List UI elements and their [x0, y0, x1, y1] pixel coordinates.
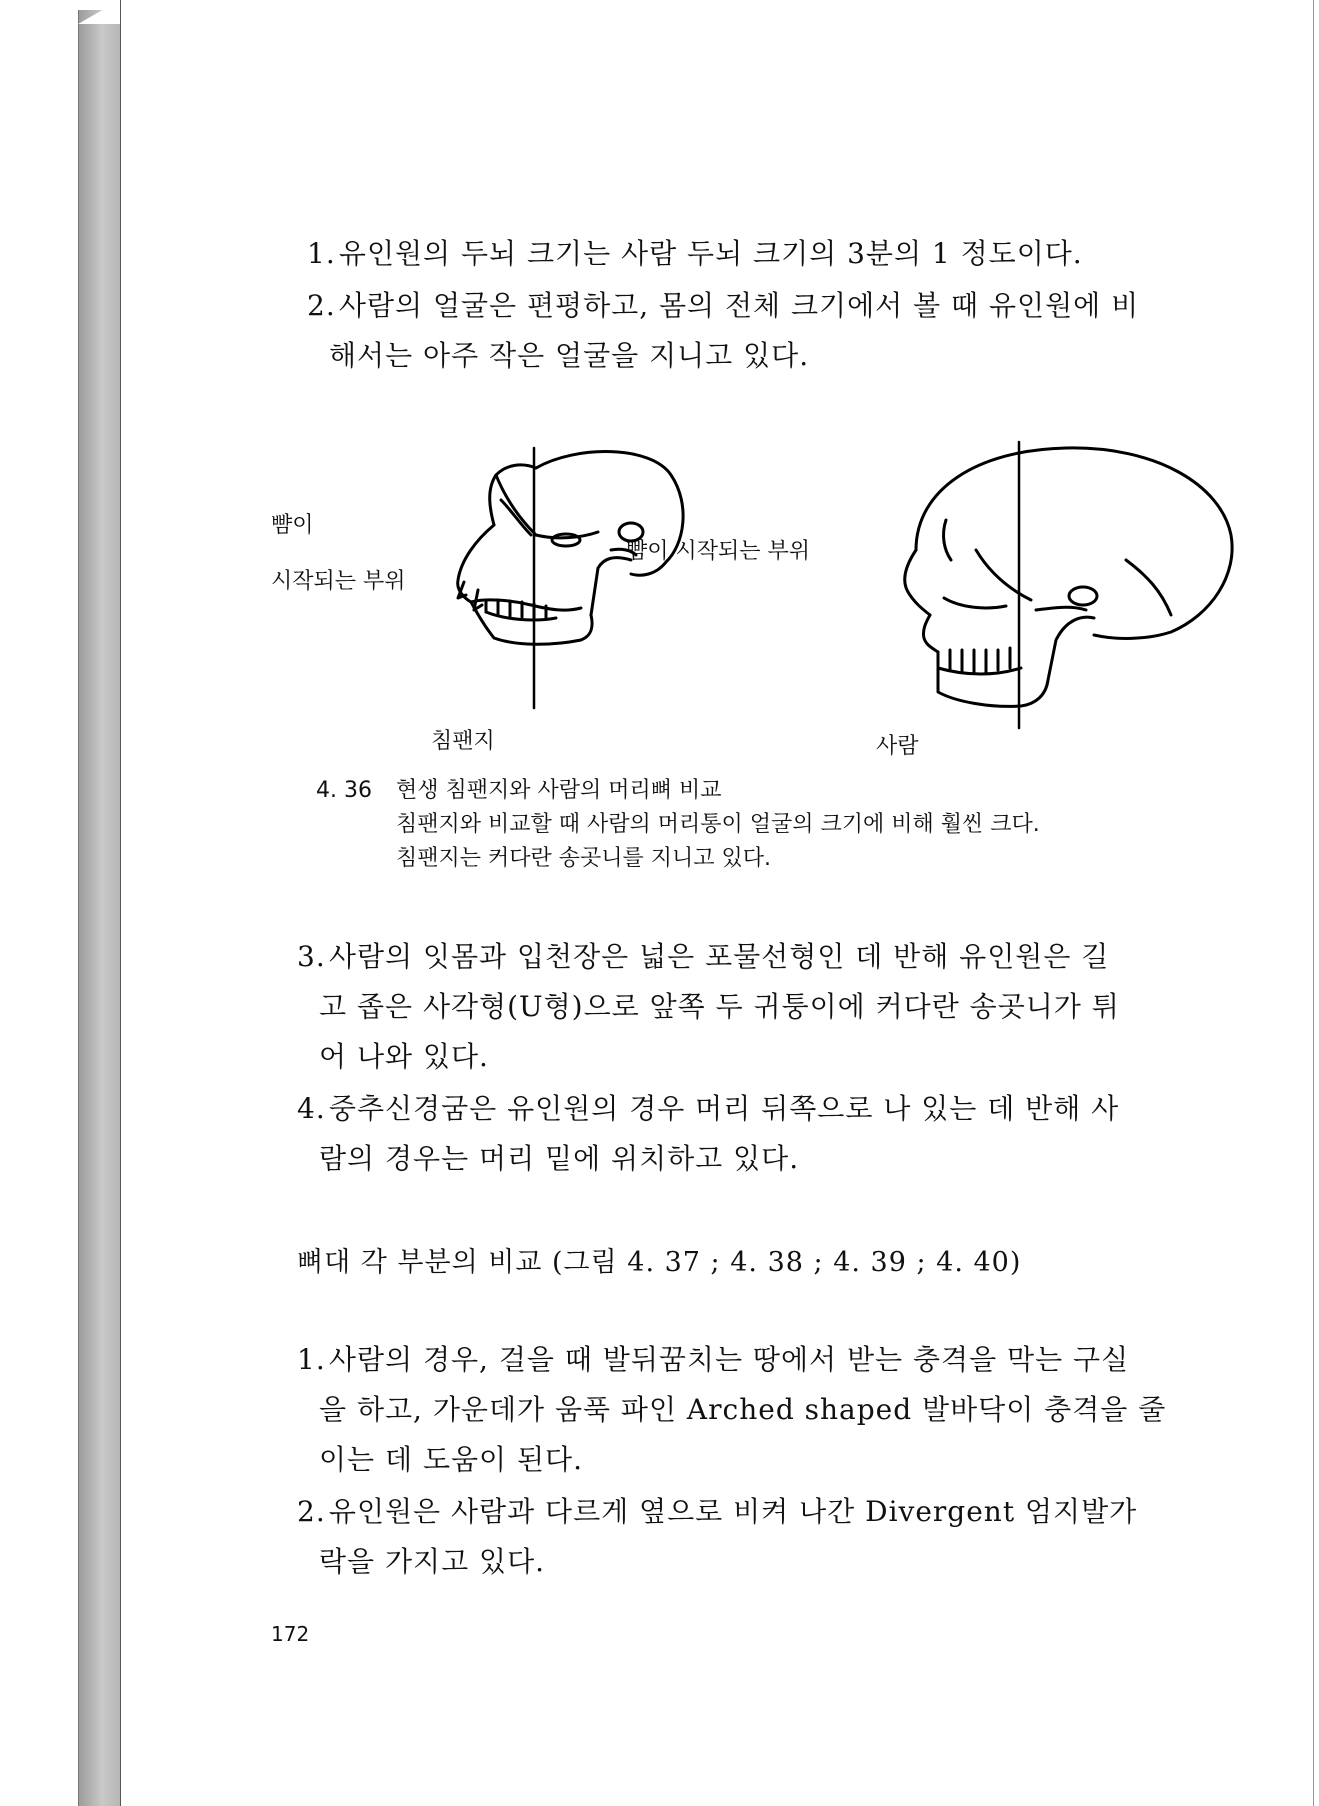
chimpanzee-name: 침팬지: [431, 729, 495, 754]
human-name: 사람: [876, 734, 919, 759]
paragraph-1-top: [307, 229, 1083, 279]
paragraph-text-continued: 을 하고, 가운데가 움푹 파인 Arched shaped 발바닥이 충격을 줄: [319, 1393, 1167, 1426]
paragraph-text: 유인원의 두뇌 크기는 사람 두뇌 크기의 3분의 1 정도이다.: [338, 237, 1083, 270]
paragraph-number: 1.: [297, 1343, 326, 1376]
section-heading: 뼈대 각 부분의 비교 (그림 4. 37 ; 4. 38 ; 4. 39 ; 4. 40): [297, 1247, 1022, 1278]
human-cheek-label: 뺨이 시작되는 부위: [626, 539, 811, 564]
paragraph-text: 유인원은 사람과 다르게 옆으로 비켜 나간 Divergent 엄지발가: [328, 1495, 1138, 1528]
paragraph-text-continued: 어 나와 있다.: [319, 1040, 489, 1073]
book-page: [120, 0, 1314, 1806]
paragraph-text: 중추신경굼은 유인원의 경우 머리 뒤쪽으로 나 있는 데 반해 사: [328, 1092, 1120, 1125]
paragraph-number: 2.: [297, 1495, 326, 1528]
paragraph-text-continued: 고 좁은 사각형(U형)으로 앞쪽 두 귀퉁이에 커다란 송곳니가 튀: [319, 990, 1120, 1023]
human-skull-illustration: [826, 440, 1246, 730]
paragraph-bottom-1: [297, 1335, 1166, 1485]
figure-caption-line3: 침팬지는 커다란 송곳니를 지니고 있다.: [396, 846, 771, 871]
page-number: 172: [271, 1622, 310, 1646]
paragraph-text-continued: 람의 경우는 머리 밑에 위치하고 있다.: [319, 1142, 800, 1175]
figure-caption: [316, 774, 1040, 876]
paragraph-number: 3.: [297, 940, 326, 973]
figure-caption-title: 현생 침팬지와 사람의 머리뼈 비교: [396, 778, 722, 803]
paragraph-number: 1.: [307, 237, 336, 270]
paragraph-bottom-2: [297, 1487, 1137, 1587]
chimpanzee-skull-illustration: [386, 440, 746, 710]
paragraph-text: 사람의 잇몸과 입천장은 넓은 포물선형인 데 반해 유인원은 길: [328, 940, 1110, 973]
chimp-cheek-label-line1: 뺨이: [271, 513, 314, 538]
paragraph-number: 2.: [307, 289, 336, 322]
figure-caption-line2: 침팬지와 비교할 때 사람의 머리통이 얼굴의 크기에 비해 훨씬 크다.: [396, 812, 1040, 837]
paragraph-text-continued: 해서는 아주 작은 얼굴을 지니고 있다.: [329, 339, 810, 372]
book-edge: [78, 10, 121, 1806]
paragraph-text: 사람의 얼굴은 편평하고, 몸의 전체 크기에서 볼 때 유인원에 비: [338, 289, 1140, 322]
chimp-cheek-label-line2: 시작되는 부위: [271, 569, 406, 594]
paragraph-3: [297, 932, 1120, 1082]
paragraph-text-continued: 락을 가지고 있다.: [319, 1545, 546, 1578]
paragraph-4: [297, 1084, 1119, 1184]
paragraph-number: 4.: [297, 1092, 326, 1125]
paragraph-2-top: [307, 281, 1139, 381]
paragraph-text-continued: 이는 데 도움이 된다.: [319, 1443, 583, 1476]
figure-number: 4. 36: [316, 778, 372, 803]
paragraph-text: 사람의 경우, 걸을 때 발뒤꿈치는 땅에서 받는 충격을 막는 구실: [328, 1343, 1130, 1376]
